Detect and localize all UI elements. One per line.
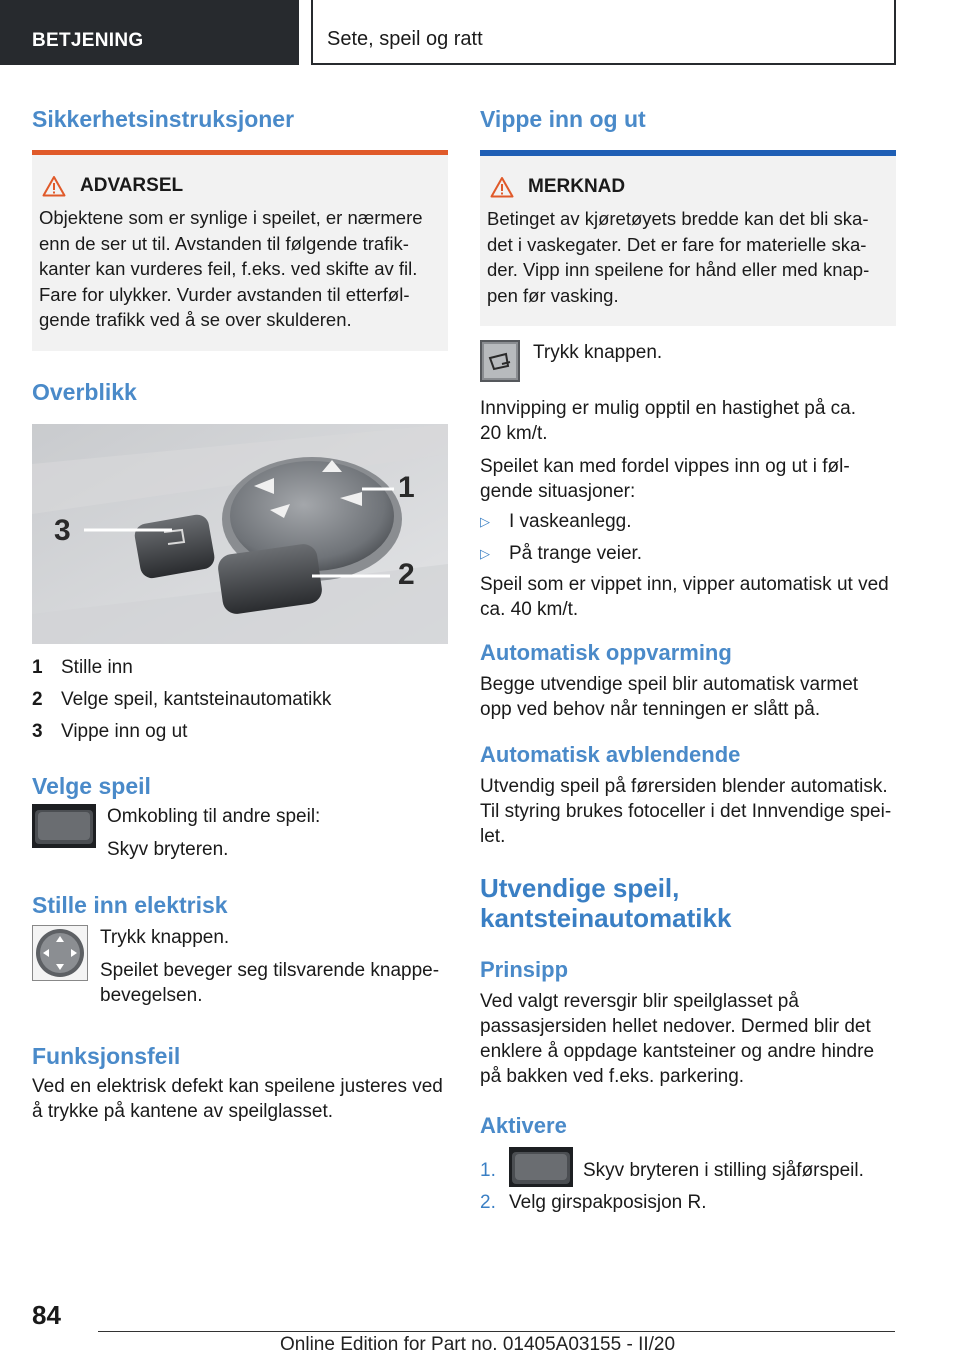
notice-box	[480, 150, 896, 326]
figure-label-1: 1	[398, 470, 415, 504]
mirror-selector-switch-icon	[32, 804, 96, 848]
activate-steps	[480, 1147, 896, 1219]
warning-text: Objektene som er synlige i speilet, er nærmere enn de ser ut til. Avstanden til følgende trafikkanter kan vurderes feil, f.eks. ved skifte av fil. Fare for ulykker. Vurder avstanden til etterfølgende trafikk ved å se over skulderen.	[39, 207, 423, 330]
header-section: BETJENING	[0, 0, 299, 65]
page-number: 84	[32, 1300, 61, 1330]
auto-unfold-text: Speil som er vippet inn, vipper automatisk ut ved ca. 40 km/t.	[480, 574, 889, 620]
select-mirror-line1: Omkobling til andre speil:	[107, 805, 321, 827]
figure-legend	[32, 652, 448, 748]
fold-speed-text: Innvipping er mulig opptil en hastighet på ca. 20 km/t.	[480, 398, 857, 444]
four-way-adjust-button-icon	[32, 925, 88, 981]
mirror-selector-switch-icon	[509, 1147, 573, 1187]
select-mirror-row	[32, 804, 448, 862]
heading-safety: Sikkerhetsinstruksjoner	[32, 106, 295, 132]
heading-fold: Vippe inn og ut	[480, 106, 646, 132]
adjust-row	[32, 925, 448, 1008]
right-column	[480, 100, 896, 1219]
list-item: ▷ I vaskeanlegg.	[480, 511, 632, 532]
header-chapter: Sete, speil og ratt	[311, 0, 896, 65]
warning-label: ADVARSEL	[80, 175, 184, 196]
list-item: ▷ På trange veier.	[480, 543, 643, 564]
malfunction-text: Ved en elektrisk defekt kan speilene justeres ved å trykke på kantene av speilglasset.	[32, 1075, 443, 1122]
heading-activate: Aktivere	[480, 1113, 567, 1138]
heading-principle: Prinsipp	[480, 957, 569, 982]
notice-title	[490, 176, 888, 198]
warning-box	[32, 150, 448, 351]
heading-heating: Automatisk oppvarming	[480, 640, 732, 665]
footer-divider	[98, 1331, 895, 1332]
fold-situations-text: Speilet kan med fordel vippes inn og ut i følgende situasjoner:	[480, 456, 850, 502]
warning-title	[42, 175, 440, 197]
heating-text: Begge utvendige speil blir automatisk varmet opp ved behov når tenningen er slått på.	[480, 674, 859, 720]
notice-label: MERKNAD	[528, 176, 626, 197]
legend-item: 1 Stille inn	[32, 656, 133, 678]
adjust-line2: Speilet beveger seg tilsvarende knappebevegelsen.	[100, 959, 440, 1006]
select-mirror-line2: Skyv bryteren.	[107, 838, 229, 860]
heading-dimming: Automatisk avblendende	[480, 742, 741, 767]
heading-malfunction: Funksjonsfeil	[32, 1042, 181, 1069]
mirror-controls-figure	[32, 424, 448, 644]
heading-adjust-electric: Stille inn elektrisk	[32, 891, 228, 918]
left-column	[32, 100, 448, 1124]
footer-edition: Online Edition for Part no. 01405A03155 - II/20	[280, 1334, 676, 1355]
heading-overview: Overblikk	[32, 378, 137, 405]
press-button-text: Trykk knappen.	[533, 342, 663, 363]
warning-triangle-icon	[42, 175, 66, 197]
dimming-text: Utvendig speil på førersiden blender automatisk. Til styring brukes fotoceller i det Innvendige speilet.	[480, 776, 892, 847]
fold-button-row	[480, 340, 896, 382]
notice-triangle-icon	[490, 176, 514, 198]
heading-curb-automatic: Utvendige speil, kantsteinautomatikk	[480, 873, 732, 933]
mirror-fold-button-icon	[480, 340, 520, 382]
adjust-line1: Trykk knappen.	[100, 926, 230, 948]
heading-select-mirror: Velge speil	[32, 772, 151, 799]
situation-list	[480, 506, 896, 570]
step-item: 2. Velg girspakposisjon R.	[480, 1192, 707, 1213]
principle-text: Ved valgt reversgir blir speilglasset på passasjersiden hellet nedover. Dermed blir det enklere å oppdage kantsteiner og andre hindre på bakken ved f.eks. parkering.	[480, 991, 875, 1087]
figure-label-2: 2	[398, 557, 415, 591]
legend-item: 3 Vippe inn og ut	[32, 720, 188, 742]
figure-label-3: 3	[54, 513, 71, 547]
mirror-switch-illustration	[32, 424, 448, 644]
notice-text: Betinget av kjøretøyets bredde kan det bli skadet i vaskegater. Det er fare for materielle skader. Vipp inn speilene for hånd eller med knappen før vasking.	[487, 208, 870, 306]
step-item: 1. Skyv bryteren i stilling sjåførspeil.	[480, 1147, 896, 1187]
legend-item: 2 Velge speil, kantsteinautomatikk	[32, 688, 332, 710]
